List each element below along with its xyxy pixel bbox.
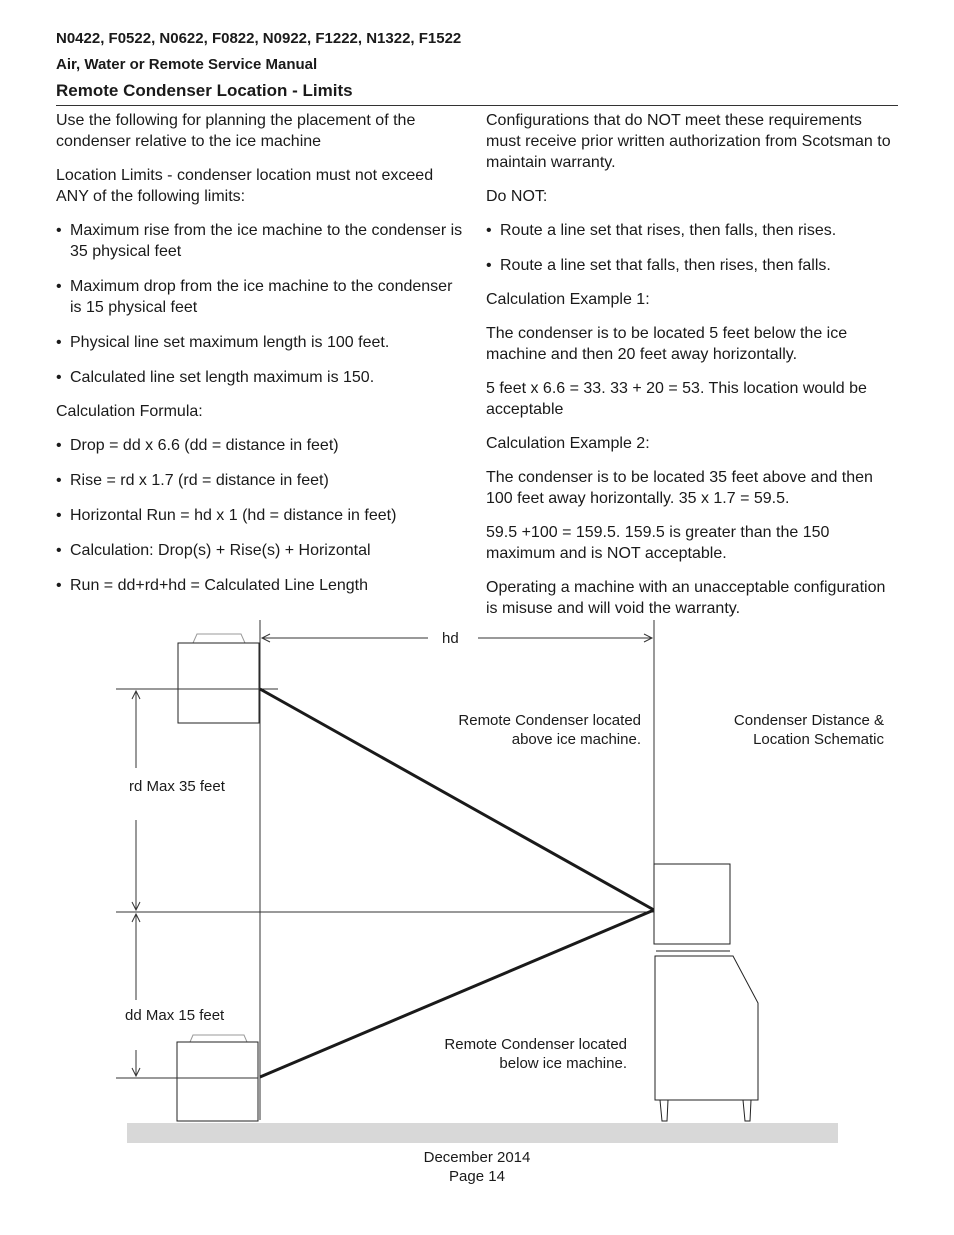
limits-intro: Location Limits - condenser location must not exceed ANY of the following limits:	[56, 167, 434, 205]
formula-item: • Rise = rd x 1.7 (rd = distance in feet)	[56, 470, 468, 491]
limit-item: • Calculated line set length maximum is 150.	[56, 367, 468, 388]
example2-text: The condenser is to be located 35 feet above and then 100 feet away horizontally. 35 x 1.7 = 59.5.	[486, 469, 873, 507]
left-column	[56, 110, 468, 609]
page-number: Page 14	[449, 1168, 505, 1185]
do-not-item: • Route a line set that rises, then falls, then rises.	[486, 220, 898, 241]
warning-text: Operating a machine with an unacceptable configuration is misuse and will void the warranty.	[486, 579, 886, 617]
lower-condenser	[177, 1042, 258, 1121]
lower-condenser-fan	[190, 1035, 247, 1042]
limit-item: • Maximum rise from the ice machine to the condenser is 35 physical feet	[56, 220, 468, 262]
ice-machine-head	[654, 864, 730, 944]
example1-calc: 5 feet x 6.6 = 33. 33 + 20 = 53. This location would be acceptable	[486, 380, 867, 418]
rd-label: rd Max 35 feet	[129, 778, 225, 795]
upper-condenser	[178, 643, 259, 723]
bin-leg-right	[743, 1100, 751, 1121]
formula-item: • Calculation: Drop(s) + Rise(s) + Horizontal	[56, 540, 468, 561]
formula-title: Calculation Formula:	[56, 403, 203, 420]
footer-date: December 2014	[423, 1149, 531, 1166]
formula-item: • Run = dd+rd+hd = Calculated Line Length	[56, 575, 468, 596]
example2-title: Calculation Example 2:	[486, 435, 650, 452]
formula-item: • Horizontal Run = hd x 1 (hd = distance in feet)	[56, 505, 468, 526]
floor	[127, 1123, 838, 1143]
below-condenser-label	[410, 1035, 627, 1073]
above-condenser-label	[430, 711, 641, 749]
intro-paragraph: Use the following for planning the placement of the condenser relative to the ice machine	[56, 112, 416, 150]
manual-title: Air, Water or Remote Service Manual	[56, 56, 318, 73]
above-label-line: above ice machine.	[511, 731, 641, 748]
do-not-item: • Route a line set that falls, then rises, then falls.	[486, 255, 898, 276]
dd-label: dd Max 15 feet	[125, 1007, 225, 1024]
config-note: Configurations that do NOT meet these requirements must receive prior written authorization from Scotsman to maintain warranty.	[486, 112, 891, 171]
below-label-line: Remote Condenser located	[444, 1036, 627, 1053]
limits-list	[56, 220, 468, 388]
ice-machine	[654, 864, 758, 1121]
right-column	[486, 110, 898, 632]
limit-item: • Maximum drop from the ice machine to the condenser is 15 physical feet	[56, 276, 468, 318]
above-label-line: Remote Condenser located	[458, 712, 641, 729]
schematic-title-line: Location Schematic	[753, 731, 884, 748]
upper-condenser-fan	[193, 634, 245, 643]
do-not-title: Do NOT:	[486, 188, 548, 205]
section-divider	[56, 105, 898, 106]
schematic-title-line: Condenser Distance &	[733, 712, 884, 729]
do-not-list	[486, 220, 898, 276]
example1-text: The condenser is to be located 5 feet below the ice machine and then 20 feet away horizontally.	[486, 325, 848, 363]
ice-storage-bin	[655, 956, 758, 1100]
hd-label: hd	[442, 630, 459, 647]
example1-title: Calculation Example 1:	[486, 291, 650, 308]
section-title: Remote Condenser Location - Limits	[56, 81, 353, 100]
limit-item: • Physical line set maximum length is 100 feet.	[56, 332, 468, 353]
bin-leg-left	[660, 1100, 668, 1121]
example2-calc: 59.5 +100 = 159.5. 159.5 is greater than the 150 maximum and is NOT acceptable.	[486, 524, 830, 562]
formula-list	[56, 435, 468, 596]
below-label-line: below ice machine.	[499, 1055, 627, 1072]
model-list: N0422, F0522, N0622, F0822, N0922, F1222, N1322, F1522	[56, 30, 462, 47]
schematic-title	[700, 711, 884, 749]
formula-item: • Drop = dd x 6.6 (dd = distance in feet)	[56, 435, 468, 456]
